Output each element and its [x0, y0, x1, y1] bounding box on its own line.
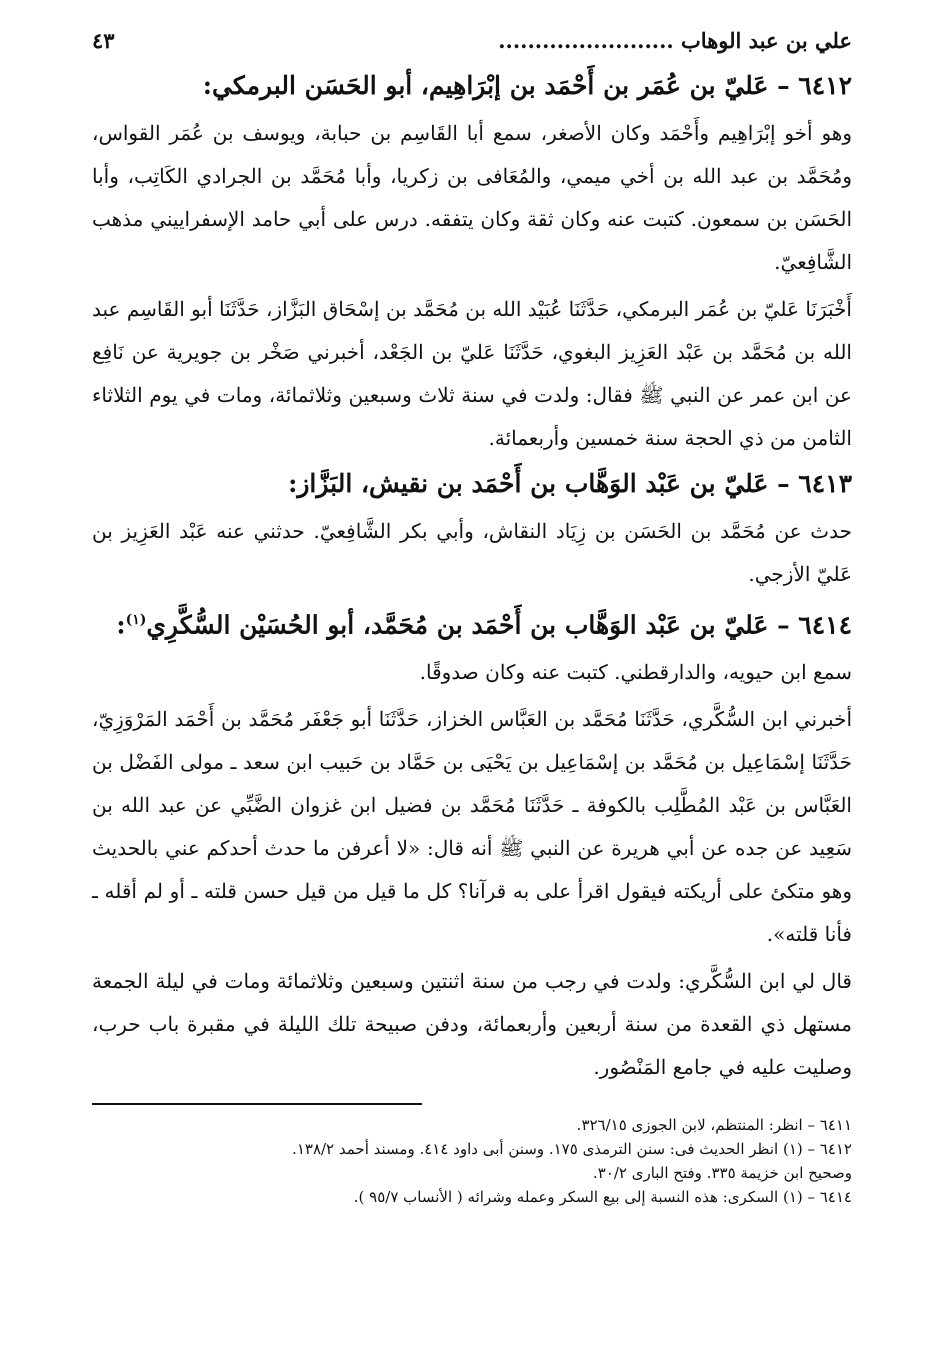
- entry-title-6412: ٦٤١٢ – عَليّ بن عُمَر بن أَحْمَد بن إبْرَاهِيم، أبو الحَسَن البرمكي:: [202, 71, 852, 100]
- footnote-marker: (١): [125, 612, 147, 628]
- footnote-6411: ٦٤١١ – انظر: المنتظم، لابن الجوزى ٣٢٦/١٥.: [576, 1116, 852, 1135]
- entry-title-6414-colon: :: [116, 610, 126, 640]
- entry-title-6414: [92, 600, 852, 645]
- footnotes: [92, 1113, 852, 1209]
- entry-6414-paragraph-1: سمع ابن حيويه، والدارقطني. كتبت عنه وكان صدوقًا.: [419, 660, 852, 685]
- entry-title-6414-text: ٦٤١٤ – عَليّ بن عَبْد الوَهَّاب بن أَحْمَد بن مُحَمَّد، أبو الحُسَيْن السُّكَّرِي: [146, 610, 852, 640]
- entry-title-6413: ٦٤١٣ – عَليّ بن عَبْد الوَهَّاب بن أَحْمَد بن نقيش، البَزَّاز:: [288, 469, 852, 498]
- entry-6413-paragraph-1: حدث عن مُحَمَّد بن الحَسَن بن زِيَاد النقاش، وأبي بكر الشَّافِعيّ. حدثني عنه عَبْد العَزِيز بن عَليّ الأزجي.: [92, 519, 852, 586]
- running-head-title: علي بن عبد الوهاب ........................: [498, 28, 852, 53]
- footnote-6412-1: ٦٤١٢ – (١) انظر الحديث فى: سنن الترمذى ١٧٥. وسنن أبى داود ٤١٤. ومسند أحمد ١٣٨/٢.: [292, 1140, 852, 1159]
- entry-6412-paragraph-1: وهو أخو إبْرَاهِيم وأَحْمَد وكان الأصغر، سمع أبا القَاسِم بن حبابة، ويوسف بن عُمَر القواس، ومُحَمَّد بن عبد الله بن أخي ميمي، والمُعَافى بن زكريا، وأبا مُحَمَّد بن الجرادي الكَاتِب، وأبا الحَسَن بن سمعون. كتبت عنه وكان ثقة وكان يتفقه. درس على أبي حامد الإسفراييني مذهب الشَّافِعيّ.: [92, 121, 852, 274]
- entry-6414-paragraph-3: قال لي ابن السُّكَّري: ولدت في رجب من سنة اثنتين وسبعين وثلاثمائة ومات في ليلة الجمعة مستهل ذي القعدة من سنة أربعين وأربعمائة، ودفن صبيحة تلك الليلة في مقبرة باب حرب، وصليت عليه في جامع المَنْصُور.: [92, 969, 852, 1080]
- book-page: [92, 0, 852, 1209]
- page-number: ٤٣: [92, 28, 115, 53]
- footnote-6414-1: ٦٤١٤ – (١) السكرى: هذه النسبة إلى بيع السكر وعمله وشرائه ( الأنساب ٩٥/٧ ).: [353, 1188, 852, 1207]
- entry-6414-paragraph-2: أخبرني ابن السُّكَّري، حَدَّثَنَا مُحَمَّد بن العَبَّاس الخزاز، حَدَّثَنَا أبو جَعْفَر مُحَمَّد بن أَحْمَد المَرْوَزِيّ، حَدَّثَنَا إسْمَاعِيل بن مُحَمَّد بن إسْمَاعِيل بن يَحْيَى بن حَمَّاد بن حَبيب ابن سعد ـ مولى الفَضْل بن العَبَّاس بن عَبْد المُطَّلِب بالكوفة ـ حَدَّثَنَا مُحَمَّد بن فضيل ابن غزوان الضَّبِّي عن عبد الله بن سَعِيد عن جده عن أبي هريرة عن النبي ﷺ أنه قال: «لا أعرفن ما حدث أحدكم عني بالحديث وهو متكئ على أريكته فيقول اقرأ على به قرآنا؟ كل ما قيل من قيل حسن قلته ـ أو لم أقله ـ فأنا قلته».: [92, 707, 852, 947]
- footnote-6412-1-cont: وصحيح ابن خزيمة ٣٣٥. وفتح البارى ٣٠/٢.: [592, 1164, 852, 1183]
- footnote-divider: [92, 1103, 422, 1105]
- running-head: [92, 28, 852, 62]
- entry-6412-paragraph-2: أَخْبَرَنَا عَليّ بن عُمَر البرمكي، حَدَّثَنَا عُبَيْد الله بن مُحَمَّد بن إسْحَاق البَزَّاز، حَدَّثَنَا أبو القَاسِم عبد الله بن مُحَمَّد بن عَبْد العَزِيز البغوي، حَدَّثَنَا عَليّ بن الجَعْد، أخبرني صَخْر بن جويرية عن نَافِع عن ابن عمر عن النبي ﷺ فقال: ولدت في سنة ثلاث وسبعين وثلاثمائة، ومات في يوم الثلاثاء الثامن من ذي الحجة سنة خمسين وأربعمائة.: [92, 297, 852, 450]
